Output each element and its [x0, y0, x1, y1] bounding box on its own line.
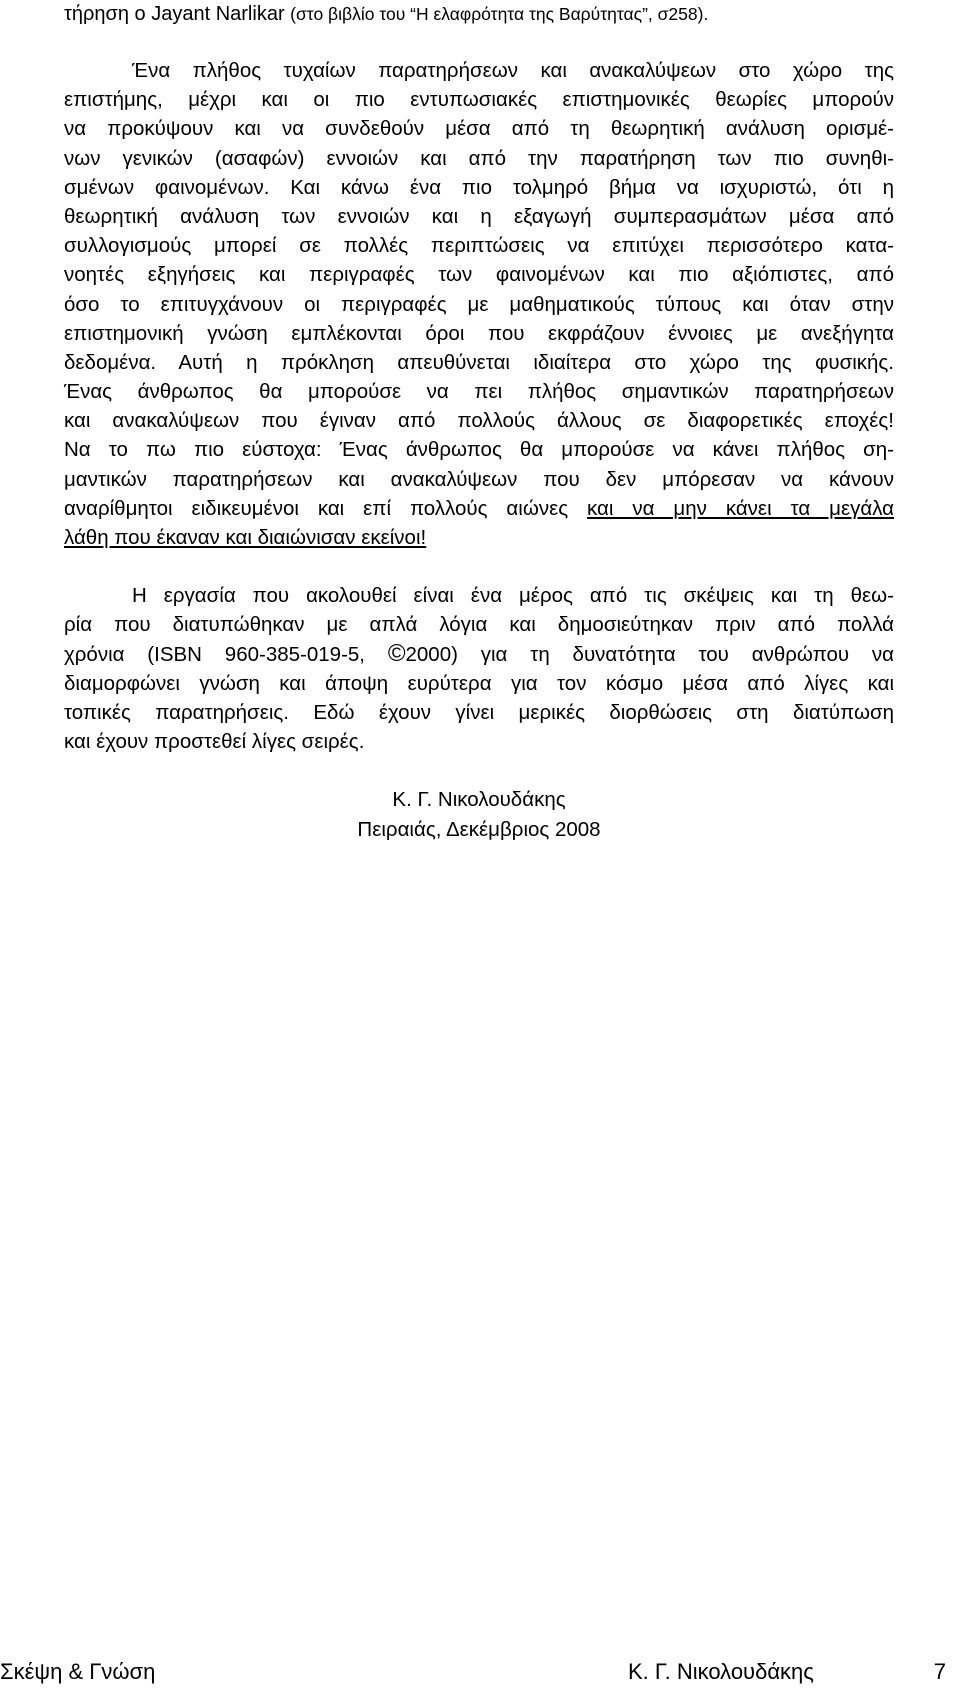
top-line-main: τήρηση ο Jayant Narlikar: [64, 3, 285, 25]
page-number: 7: [933, 1659, 946, 1684]
paragraph-line: θεωρητική ανάλυση των εννοιών και η εξαγωγή συμπερασμάτων μέσα από: [64, 204, 894, 228]
paragraph-line-underlined: [64, 523, 894, 552]
paragraph-line: μαντικών παρατηρήσεων και ανακαλύψεων που δεν μπόρεσαν να κάνουν: [64, 467, 894, 491]
paragraph-line: και ανακαλύψεων που έγιναν από πολλούς άλλους σε διαφορετικές εποχές!: [64, 409, 894, 433]
underlined-emphasis: λάθη που έκαναν και διαιώνισαν εκείνοι!: [64, 526, 427, 549]
paragraph-line: Η εργασία που ακολουθεί είναι ένα μέρος από τις σκέψεις και τη θεω-: [132, 584, 894, 608]
paragraph-line: επιστήμης, μέχρι και οι πιο εντυπωσιακές επιστημονικές θεωρίες μπορούν: [64, 88, 894, 112]
page-footer: [0, 1655, 960, 1689]
footer-author: Κ. Γ. Νικολουδάκης: [628, 1659, 814, 1684]
paragraph-line: όσο το επιτυγχάνουν οι περιγραφές με μαθηματικούς τύπους και όταν στην: [64, 292, 894, 316]
paragraph-line: νων γενικών (ασαφών) εννοιών και από την παρατήρηση των πιο συνηθι-: [64, 146, 894, 170]
paragraph-2: [64, 581, 894, 756]
copyright-icon: ©: [387, 639, 406, 667]
paragraph-line: διαμορφώνει γνώση και άποψη ευρύτερα για τον κόσμο μέσα από λίγες και: [64, 671, 894, 695]
signature-name: Κ. Γ. Νικολουδάκης: [392, 788, 566, 812]
paragraph-1: [64, 56, 894, 552]
top-line-note: (στο βιβλίο του “Η ελαφρότητα της Βαρύτητας”, σ258).: [290, 4, 709, 24]
paragraph-line: δεδομένα. Αυτή η πρόκληση απευθύνεται ιδιαίτερα στο χώρο της φυσικής.: [64, 350, 894, 374]
paragraph-line: σμένων φαινομένων. Και κάνω ένα πιο τολμηρό βήμα να ισχυριστώ, ότι η: [64, 175, 894, 199]
paragraph-line: και έχουν προστεθεί λίγες σειρές.: [64, 730, 365, 754]
signature-place-date: Πειραιάς, Δεκέμβριος 2008: [357, 817, 601, 841]
paragraph-line: τοπικές παρατηρήσεις. Εδώ έχουν γίνει μερικές διορθώσεις στη διατύπωση: [64, 700, 894, 724]
year-text: 2000) για τη δυνατότητα του ανθρώπου να: [405, 642, 894, 666]
isbn-text: χρόνια (ISBN 960-385-019-5,: [64, 642, 388, 666]
document-page: [64, 0, 894, 844]
paragraph-line: Ένα πλήθος τυχαίων παρατηρήσεων και ανακαλύψεων στο χώρο της: [132, 59, 894, 82]
paragraph-line: συλλογισμούς μπορεί σε πολλές περιπτώσεις να επιτύχει περισσότερο κατα-: [64, 234, 894, 258]
paragraph-line-mixed: [64, 494, 894, 523]
paragraph-line: νοητές εξηγήσεις και περιγραφές των φαινομένων και πιο αξιόπιστες, από: [64, 263, 894, 287]
signature-block: [64, 785, 894, 843]
paragraph-line: ρία που διατυπώθηκαν με απλά λόγια και δημοσιεύτηκαν πριν από πολλά: [64, 613, 894, 637]
footer-title: Σκέψη & Γνώση: [0, 1659, 156, 1684]
underlined-emphasis: και να μην κάνει τα μεγάλα: [587, 496, 894, 520]
paragraph-line-plain: αναρίθμητοι ειδικευμένοι και επί πολλούς αιώνες: [64, 496, 588, 520]
paragraph-line-isbn: [64, 640, 894, 669]
top-line: [64, 0, 894, 28]
paragraph-line: να προκύψουν και να συνδεθούν μέσα από τη θεωρητική ανάλυση ορισμέ-: [64, 117, 894, 141]
paragraph-line: επιστημονική γνώση εμπλέκονται όροι που εκφράζουν έννοιες με ανεξήγητα: [64, 321, 894, 345]
paragraph-line: Ένας άνθρωπος θα μπορούσε να πει πλήθος σημαντικών παρατηρήσεων: [64, 380, 894, 404]
paragraph-line: Να το πω πιο εύστοχα: Ένας άνθρωπος θα μπορούσε να κάνει πλήθος ση-: [64, 438, 894, 462]
